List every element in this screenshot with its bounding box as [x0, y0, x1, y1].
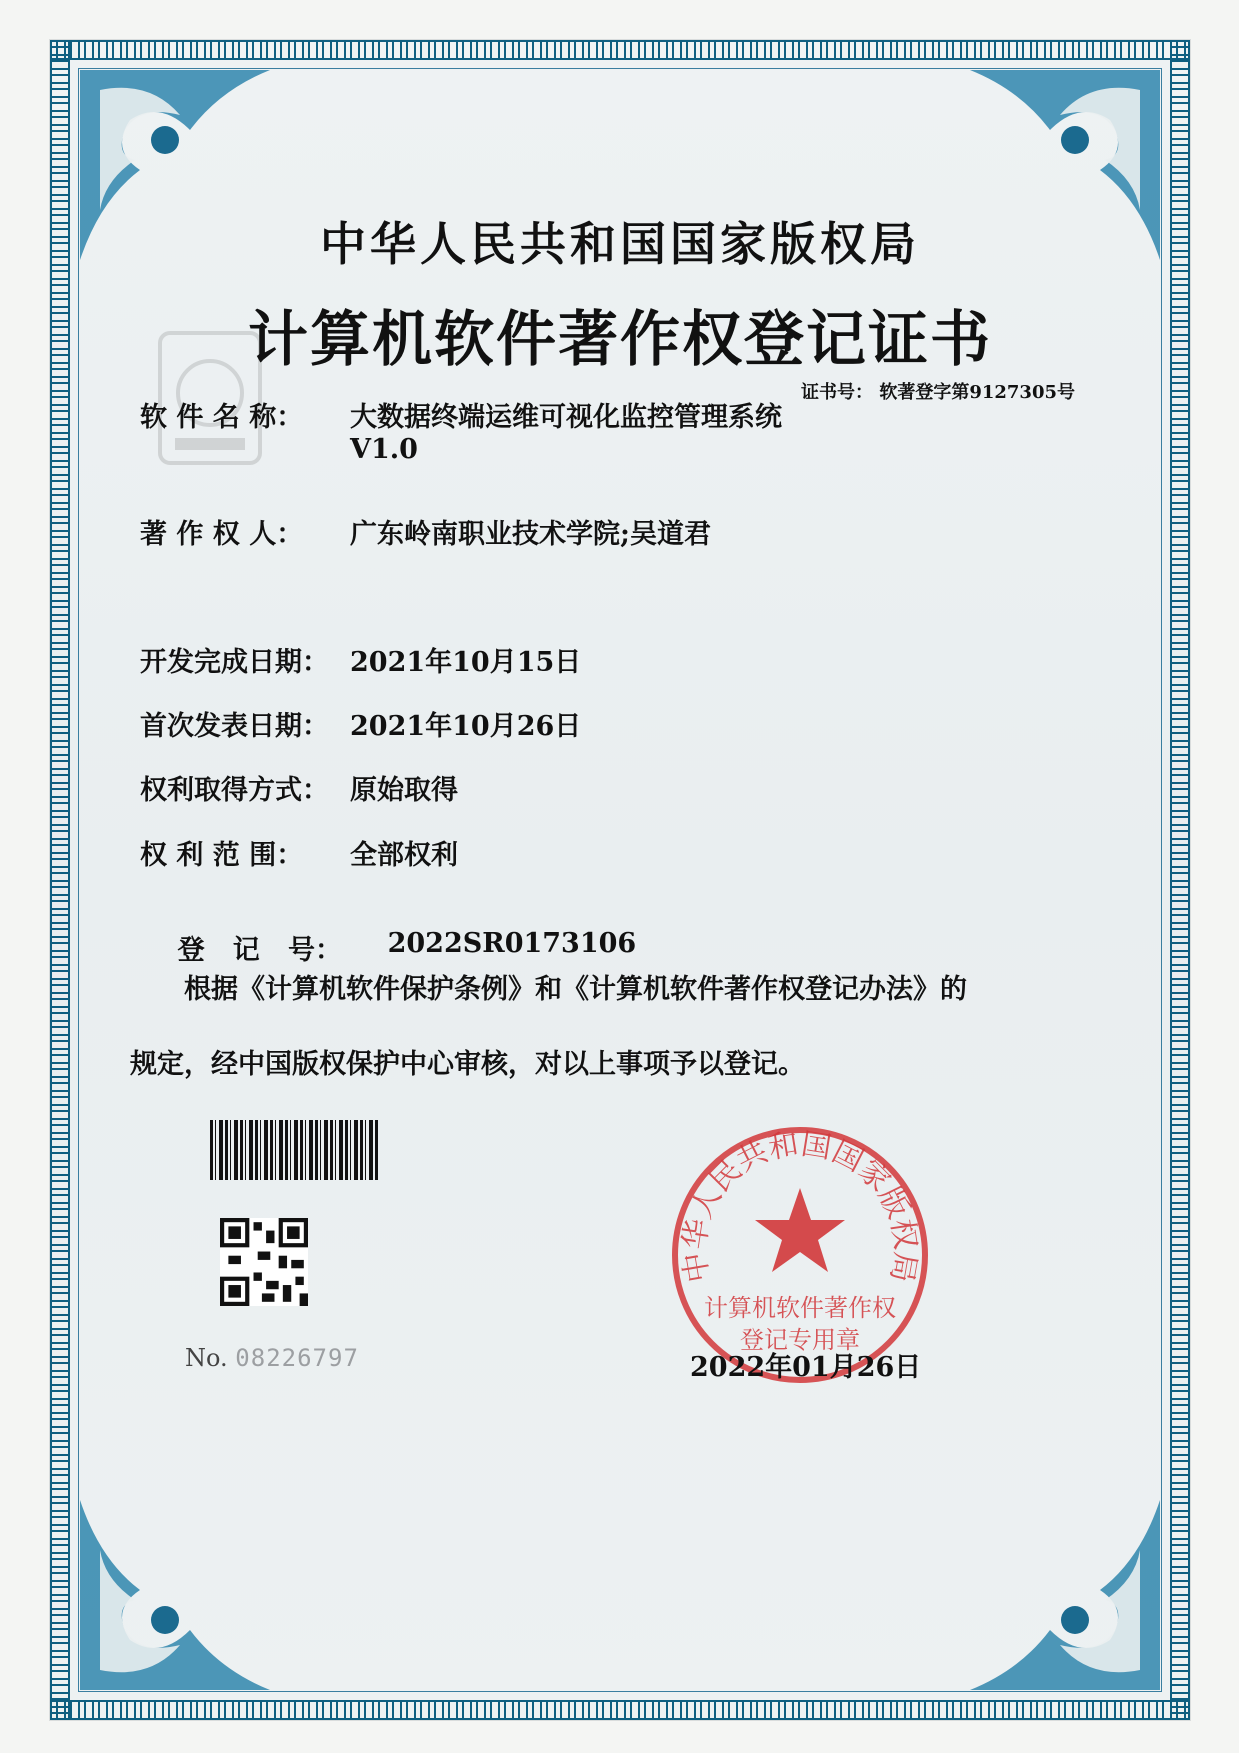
field-label: 著 作 权 人：: [140, 519, 304, 550]
statement-line: 根据《计算机软件保护条例》和《计算机软件著作权登记办法》的: [184, 974, 967, 1005]
field-label: 开发完成日期：: [140, 647, 329, 678]
bottom-border: [50, 1700, 1190, 1720]
serial-prefix: No.: [185, 1344, 228, 1372]
field-value: 原始取得: [350, 775, 458, 806]
certificate-number-label: 证书号：: [801, 382, 874, 403]
qr-code: [220, 1218, 308, 1306]
field-value: 广东岭南职业技术学院;吴道君: [350, 519, 711, 550]
certificate: [50, 40, 1190, 1720]
serial-number: [185, 1344, 359, 1372]
corner-ornament-bottom-left: [70, 1470, 300, 1700]
field-software-name: [140, 395, 910, 465]
seal-arc-text: 中华人民共和国国家版权局: [677, 1126, 923, 1285]
field-label: 首次发表日期：: [140, 711, 329, 742]
field-value: 2022SR0173106: [387, 928, 637, 959]
issuer-title: 中华人民共和国国家版权局: [320, 217, 920, 271]
barcode: [210, 1120, 380, 1180]
seal-line2: 登记专用章: [740, 1326, 860, 1354]
field-value: 大数据终端运维可视化监控管理系统: [350, 402, 782, 433]
serial-value: 08226797: [235, 1344, 359, 1372]
field-label: 登 记 号：: [177, 935, 343, 966]
statement-line: 规定，经中国版权保护中心审核，对以上事项予以登记。: [130, 1049, 805, 1080]
field-value-version: V1.0: [350, 434, 418, 465]
field-value: 2021年10月15日: [350, 647, 582, 678]
top-border: [50, 40, 1190, 60]
field-label: 权利取得方式：: [140, 775, 329, 806]
field-value: 全部权利: [350, 840, 458, 871]
field-label: 权 利 范 围：: [140, 840, 304, 871]
field-rights-scope: [140, 833, 910, 872]
field-label: 软 件 名 称：: [140, 402, 304, 433]
field-publication-date: [140, 704, 910, 743]
certificate-title: 计算机软件著作权登记证书: [248, 305, 992, 375]
certificate-number-value: 软著登字第9127305号: [879, 382, 1075, 403]
seal-star-icon: [755, 1188, 845, 1272]
corner-ornament-bottom-right: [940, 1470, 1170, 1700]
issue-date: 2022年01月26日: [690, 1352, 922, 1383]
statement-paragraph: [130, 952, 1120, 1102]
seal-line1: 计算机软件著作权: [704, 1294, 896, 1322]
field-copyright-owner: [140, 512, 910, 551]
field-value: 2021年10月26日: [350, 711, 582, 742]
field-development-date: [140, 640, 910, 679]
field-acquisition-method: [140, 768, 910, 807]
